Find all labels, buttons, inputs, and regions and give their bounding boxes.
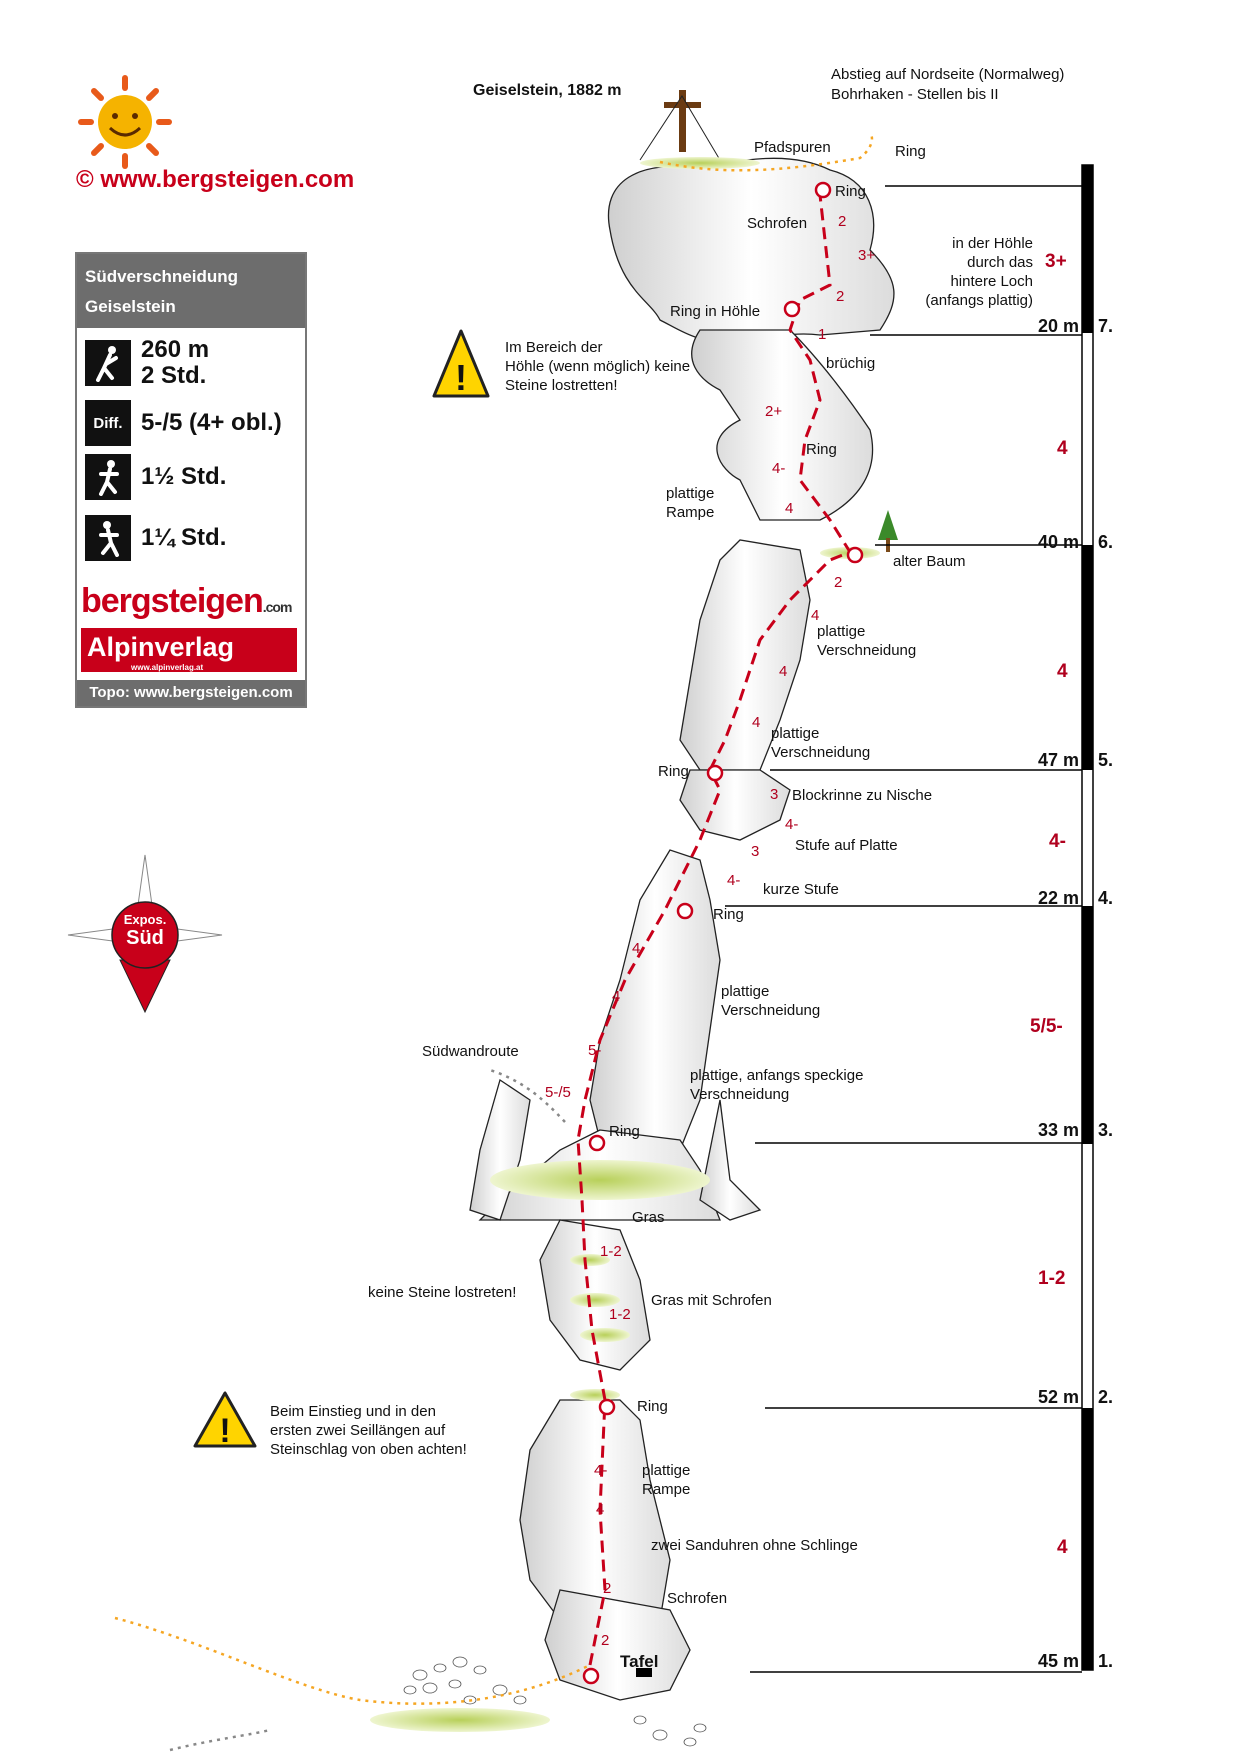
label-verschneidung-1: plattige Verschneidung — [817, 623, 917, 659]
route-infobox — [75, 252, 307, 708]
difficulty-row — [85, 400, 282, 446]
label-kurze-stufe: kurze Stufe — [763, 881, 839, 898]
pitch-length: 33 m — [1037, 1120, 1079, 1140]
descent-row — [85, 515, 226, 561]
label-stufe-platte: Stufe auf Platte — [795, 837, 898, 854]
route-grade: 4- — [594, 1462, 608, 1479]
pitch-length: 47 m — [1037, 750, 1079, 770]
route-grade: 3 — [751, 843, 760, 860]
label-ring-hoehle: Ring in Höhle — [670, 303, 761, 320]
exit-path — [170, 1730, 270, 1750]
label-ring-7: Ring — [835, 183, 866, 200]
summit-title: Geiselstein, 1882 m — [473, 82, 622, 99]
mountain-name: Geiselstein — [85, 297, 176, 316]
exposure-label: Expos. Süd — [123, 912, 167, 949]
pitch-length: 40 m — [1037, 532, 1079, 552]
scale-bar — [1082, 165, 1093, 1670]
pitch-grade: 4- — [1049, 831, 1066, 852]
descent-time: 1¼ Std. — [141, 524, 227, 551]
label-ring-3: Ring — [609, 1123, 640, 1140]
route-grade: 4 — [596, 1501, 605, 1518]
label-gras: Gras — [632, 1209, 665, 1226]
label-sanduhren: zwei Sanduhren ohne Schlinge — [651, 1537, 858, 1554]
pitch-length: 52 m — [1037, 1387, 1079, 1407]
pitch-grade: 3+ — [1045, 251, 1067, 272]
route-grade: 4 — [632, 940, 641, 957]
descent-line2: Bohrhaken - Stellen bis II — [831, 86, 999, 103]
approach-row — [85, 454, 226, 500]
label-plattige-rampe-top: plattige Rampe — [666, 485, 715, 521]
warning-bottom-text: Beim Einstieg und in den ersten zwei Seillängen auf Steinschlag von oben achten! — [270, 1403, 467, 1458]
summit-cross-icon — [640, 90, 720, 160]
label-schrofen-top: Schrofen — [747, 215, 808, 232]
pitch-grade: 4 — [1057, 661, 1068, 682]
pitch-grade: 1-2 — [1038, 1268, 1066, 1289]
pitch-number: 7. — [1098, 316, 1114, 336]
approach-path — [115, 1618, 590, 1704]
pitch-number: 5. — [1098, 750, 1114, 770]
label-tafel: Tafel — [620, 1652, 659, 1671]
route-grade: 2 — [601, 1632, 610, 1649]
route-grade: 3+ — [858, 247, 876, 264]
hiker-up-icon — [85, 454, 131, 500]
route-grade: 2 — [603, 1580, 612, 1597]
route-grade: 4- — [727, 872, 741, 889]
route-grade: 4 — [779, 663, 788, 680]
pitch-number: 1. — [1098, 1651, 1114, 1671]
route-grade: 1-2 — [600, 1243, 622, 1260]
pitch-number: 2. — [1098, 1387, 1114, 1407]
length-row — [85, 337, 209, 389]
route-time: 2 Std. — [141, 362, 207, 389]
route-name: Südverschneidung — [85, 267, 239, 286]
route-grade: 2 — [838, 213, 847, 230]
difficulty-icon: Diff. — [85, 400, 131, 446]
alpinverlag-logo: Alpinverlag www.alpinverlag.at — [81, 628, 297, 672]
topo-credit: Topo: www.bergsteigen.com — [77, 680, 305, 706]
pitch-number: 6. — [1098, 532, 1114, 552]
approach-time: 1½ Std. — [141, 463, 227, 490]
label-pfadspuren: Pfadspuren — [754, 139, 831, 156]
hiker-down-icon — [85, 515, 131, 561]
route-length: 260 m — [141, 336, 210, 363]
warning-sign-icon — [434, 331, 488, 398]
route-grade: 5- — [588, 1042, 602, 1059]
label-keine-steine: keine Steine lostreten! — [368, 1284, 517, 1301]
route-grade: 4 — [785, 500, 794, 517]
label-schrofen-bottom: Schrofen — [667, 1590, 728, 1607]
bergsteigen-logo: bergsteigen.com — [81, 582, 292, 620]
route-grade: 3 — [770, 786, 779, 803]
sun-logo-icon — [81, 78, 169, 166]
label-ring-2: Ring — [637, 1398, 668, 1415]
route-grade: 1 — [818, 326, 827, 343]
label-bruechig: brüchig — [826, 355, 876, 372]
label-speckige: plattige, anfangs speckige Verschneidung — [690, 1067, 864, 1103]
pitch-grade: 5/5- — [1030, 1016, 1063, 1037]
warning-sign-icon — [190, 1390, 260, 1450]
label-ring-5: Ring — [658, 763, 689, 780]
label-hoehle: in der Höhle durch das hintere Loch (anfangs plattig) — [925, 235, 1033, 309]
label-verschneidung-3: plattige Verschneidung — [721, 983, 821, 1019]
warning-top-text: Im Bereich der Höhle (wenn möglich) keine Steine lostretten! — [505, 339, 691, 394]
label-blockrinne: Blockrinne zu Nische — [792, 787, 933, 804]
label-alter-baum: alter Baum — [893, 553, 966, 570]
pitch-length: 22 m — [1037, 888, 1079, 908]
label-plattige-rampe-bottom: plattige Rampe — [642, 1462, 691, 1498]
route-difficulty: 5-/5 (4+ obl.) — [141, 409, 282, 436]
descent-line1: Abstieg auf Nordseite (Normalweg) — [831, 66, 1065, 83]
route-grade: 4 — [752, 714, 761, 731]
route-grade: 4- — [785, 816, 799, 833]
label-ring-4: Ring — [713, 906, 744, 923]
route-grade: 4 — [811, 607, 820, 624]
route-grade: 2+ — [765, 403, 783, 420]
route-grade: 1-2 — [609, 1306, 631, 1323]
copyright-link[interactable]: © www.bergsteigen.com — [76, 166, 355, 193]
route-grade: 2 — [836, 288, 845, 305]
svg-text:!: ! — [455, 357, 467, 398]
pitch-length: 20 m — [1037, 316, 1079, 336]
svg-text:!: ! — [219, 1412, 231, 1450]
pitch-length: 45 m — [1037, 1651, 1079, 1671]
route-grade: 5-/5 — [545, 1084, 571, 1101]
label-verschneidung-2: plattige Verschneidung — [771, 725, 871, 761]
pitch-number: 4. — [1098, 888, 1114, 908]
pitch-number: 3. — [1098, 1120, 1114, 1140]
route-grade: 4 — [612, 988, 621, 1005]
label-ring-6a: Ring — [806, 441, 837, 458]
pitch-grade: 4 — [1057, 1537, 1068, 1558]
label-suedwandroute: Südwandroute — [422, 1043, 519, 1060]
label-ring-top: Ring — [895, 143, 926, 160]
label-gras-schrofen: Gras mit Schrofen — [651, 1292, 772, 1309]
route-grade: 2 — [834, 574, 843, 591]
infobox-header — [77, 254, 305, 328]
route-grade: 4- — [772, 460, 786, 477]
pitch-grade: 4 — [1057, 438, 1068, 459]
climber-icon — [85, 340, 131, 386]
